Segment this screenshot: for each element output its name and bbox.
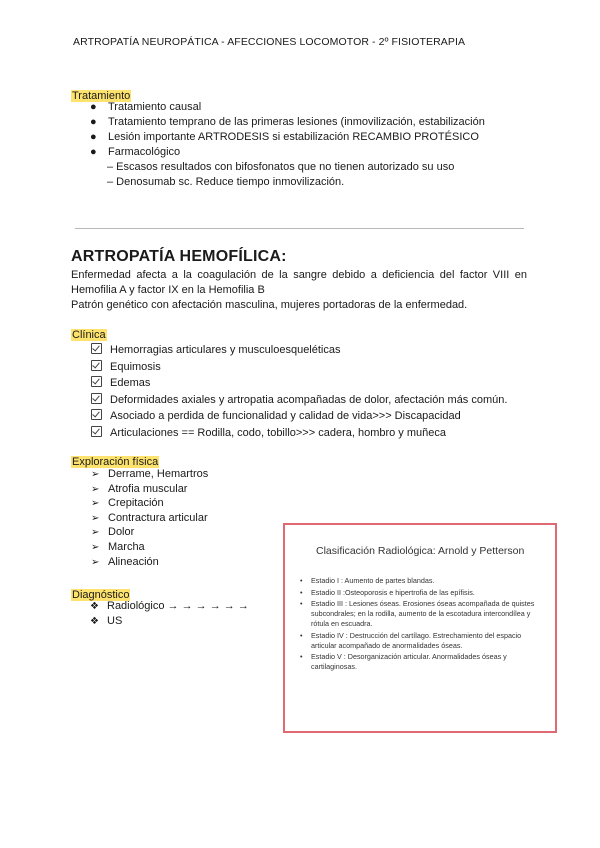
tratamiento-title: Tratamiento	[72, 90, 131, 102]
checklist-item: Equimosis	[91, 359, 507, 376]
clasificacion-radiologica-box	[283, 523, 557, 733]
list-item: ❖ US	[90, 615, 123, 627]
list-item: ➢ Atrofia muscular	[91, 482, 208, 497]
checkbox-checked-icon	[91, 409, 102, 420]
intro-paragraph: Enfermedad afecta a la coagulación de la sangre debido a deficiencia del factor VIII en Hemofilia A y factor IX en la Hemofilia B	[71, 269, 527, 296]
clasificacion-list	[298, 576, 540, 674]
estadio-item: • Estadio IV : Destrucción del cartílago. Estrechamiento del espacio articular acompañado de anormalidades óseas.	[298, 631, 540, 651]
list-item: ❖ Radiológico → → → → → →	[90, 600, 249, 612]
checklist-item: Edemas	[91, 375, 507, 392]
checkbox-checked-icon	[91, 376, 102, 387]
bullet-icon: ●	[90, 131, 97, 143]
exploracion-title: Exploración física	[72, 456, 159, 468]
diamond-bullet-icon: ❖	[90, 601, 99, 612]
clinica-title: Clínica	[72, 329, 106, 341]
arrow-bullet-icon: ➢	[91, 469, 100, 480]
section-heading-hemofilica: ARTROPATÍA HEMOFÍLICA:	[71, 248, 287, 265]
list-item: ➢ Marcha	[91, 540, 208, 555]
estadio-item: • Estadio V : Desorganización articular. Anormalidades óseas y cartilaginosas.	[298, 652, 540, 672]
diagnostico-list	[90, 599, 249, 629]
arrow-bullet-icon: ➢	[91, 498, 100, 510]
estadio-item: • Estadio I : Aumento de partes blandas.	[298, 576, 540, 586]
checkbox-checked-icon	[91, 426, 102, 437]
estadio-item: • Estadio II :Osteoporosis e hipertrofia de las epífisis.	[298, 588, 540, 598]
bullet-icon: ●	[90, 101, 97, 113]
bullet-icon: ●	[90, 116, 97, 128]
diamond-bullet-icon: ❖	[90, 616, 99, 627]
list-item: ➢ Derrame, Hemartros	[91, 467, 208, 482]
arrow-bullet-icon: ➢	[91, 556, 100, 568]
list-item: ➢ Dolor	[91, 525, 208, 540]
tratamiento-bullet-list	[90, 100, 485, 160]
list-item: ● Lesión importante ARTRODESIS si estabilización RECAMBIO PROTÉSICO	[90, 131, 479, 143]
list-item: ➢ Contractura articular	[91, 511, 208, 526]
horizontal-divider	[75, 228, 524, 229]
section-title-clinica	[71, 325, 107, 343]
list-item: ➢ Alineación	[91, 555, 208, 570]
exploracion-list	[91, 467, 208, 569]
farmacologico-sublist	[107, 160, 454, 190]
diagnostico-title: Diagnóstico	[72, 589, 130, 601]
checkbox-checked-icon	[91, 343, 102, 354]
checklist-item: Articulaciones == Rodilla, codo, tobillo>>> cadera, hombro y muñeca	[91, 425, 507, 442]
estadio-item: • Estadio III : Lesiones óseas. Erosiones óseas acompañada de quistes subcondrales; en la rodilla, aumento de la escotadura intercondílea y rótula en escuadra.	[298, 599, 540, 629]
checkbox-checked-icon	[91, 393, 102, 404]
list-item: ● Tratamiento causal	[90, 101, 202, 113]
intro-paragraph: Patrón genético con afectación masculina, mujeres portadoras de la enfermedad.	[71, 299, 468, 311]
clasificacion-title: Clasificación Radiológica: Arnold y Petterson	[316, 545, 525, 557]
checklist-item: Deformidades axiales y artropatia acompañadas de dolor, afectación más común.	[91, 392, 507, 409]
arrow-bullet-icon: ➢	[91, 483, 100, 495]
clinica-checklist	[91, 342, 507, 441]
list-item: – Denosumab sc. Reduce tiempo inmovilización.	[107, 176, 345, 188]
arrow-bullet-icon: ➢	[91, 541, 100, 553]
arrow-bullet-icon: ➢	[91, 512, 100, 524]
list-item: ● Tratamiento temprano de las primeras lesiones (inmovilización, estabilización	[90, 116, 485, 128]
checklist-item: Asociado a perdida de funcionalidad y calidad de vida>>> Discapacidad	[91, 408, 507, 425]
checklist-item: Hemorragias articulares y musculoesqueléticas	[91, 342, 507, 359]
checkbox-checked-icon	[91, 360, 102, 371]
hemofilica-intro	[71, 268, 527, 313]
list-item: – Escasos resultados con bifosfonatos que no tienen autorizado su uso	[107, 161, 455, 173]
list-item: ● Farmacológico	[90, 146, 181, 158]
list-item: ➢ Crepitación	[91, 496, 208, 511]
bullet-icon: ●	[90, 146, 97, 158]
arrow-bullet-icon: ➢	[91, 527, 100, 539]
page-header: ARTROPATÍA NEUROPÁTICA - AFECCIONES LOCOMOTOR - 2º FISIOTERAPIA	[73, 36, 466, 48]
